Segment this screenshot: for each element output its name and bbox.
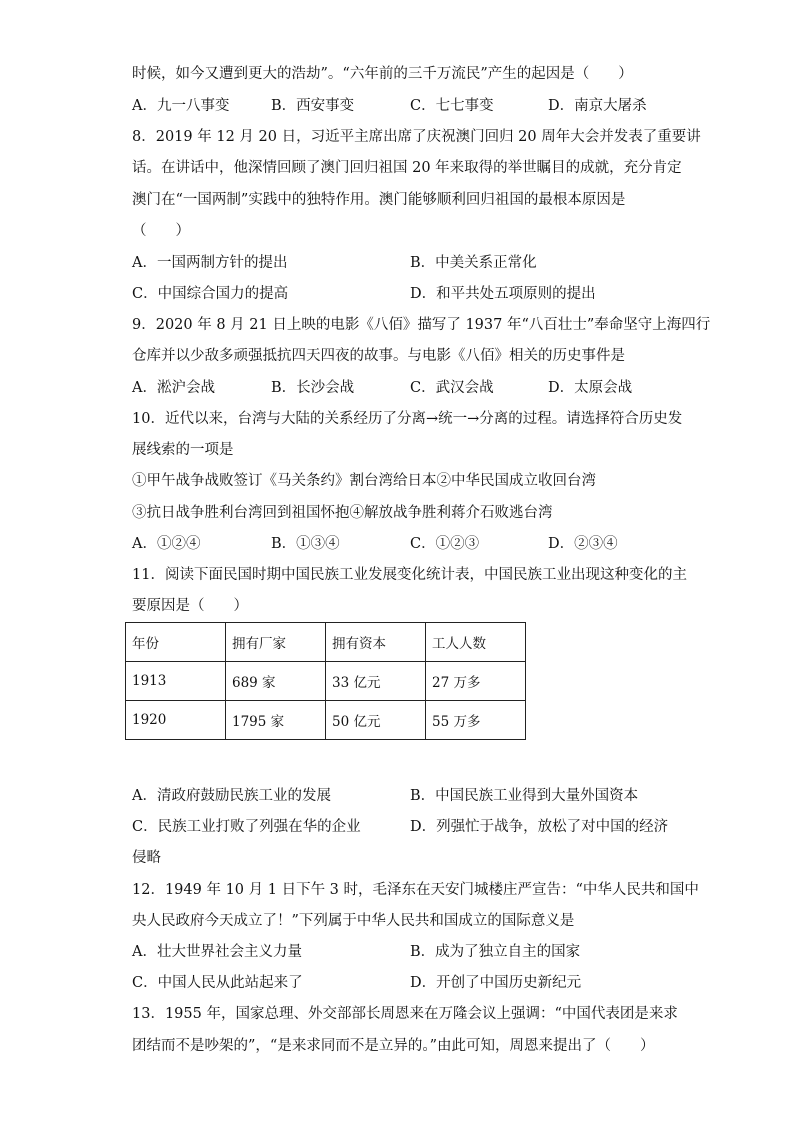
- q13-stem-line-1: 13．1955 年，国家总理、外交部部长周恩来在万隆会议上强调：“中国代表团是来求: [132, 1006, 678, 1022]
- q10-stem-line-4: ③抗日战争胜利台湾回到祖国怀抱④解放战争胜利蒋介石败逃台湾: [132, 505, 553, 521]
- q9-option-b[interactable]: B．长沙会战: [271, 380, 355, 396]
- table-cell: 1795 家: [226, 701, 326, 740]
- q9-option-c[interactable]: C．武汉会战: [410, 380, 494, 396]
- table-header-cell: 拥有厂家: [226, 623, 326, 662]
- q7-option-b[interactable]: B．西安事变: [271, 98, 355, 114]
- q11-stem-line-2: 要原因是（ ）: [132, 598, 248, 614]
- q9-stem-line-2: 仓库并以少敌多顽强抵抗四天四夜的故事。与电影《八佰》相关的历史事件是: [132, 348, 625, 364]
- q11-option-b[interactable]: B．中国民族工业得到大量外国资本: [410, 788, 639, 804]
- table-header-row: [126, 623, 526, 662]
- q10-option-c[interactable]: C．①②③: [410, 536, 480, 552]
- table-header-cell: 拥有资本: [326, 623, 426, 662]
- table-header-cell: 工人人数: [426, 623, 526, 662]
- table-header-cell: 年份: [126, 623, 226, 662]
- q11-option-d-continued: 侵略: [132, 850, 161, 866]
- q7-option-a[interactable]: A．九一八事变: [132, 98, 230, 114]
- table-row: [126, 662, 526, 701]
- q12-option-a[interactable]: A．壮大世界社会主义力量: [132, 944, 302, 960]
- q10-option-a[interactable]: A．①②④: [132, 536, 201, 552]
- q11-option-a[interactable]: A．清政府鼓励民族工业的发展: [132, 788, 331, 804]
- q10-option-b[interactable]: B．①③④: [271, 536, 340, 552]
- q11-option-c[interactable]: C．民族工业打败了列强在华的企业: [132, 819, 361, 835]
- q7-option-d[interactable]: D．南京大屠杀: [548, 98, 647, 114]
- q9-option-a[interactable]: A．淞沪会战: [132, 380, 215, 396]
- q8-option-c[interactable]: C．中国综合国力的提高: [132, 286, 289, 302]
- table-cell: 50 亿元: [326, 701, 426, 740]
- q8-option-d[interactable]: D．和平共处五项原则的提出: [410, 286, 596, 302]
- table-row: [126, 701, 526, 740]
- q12-option-b[interactable]: B．成为了独立自主的国家: [410, 944, 581, 960]
- table-cell: 1920: [126, 701, 226, 740]
- q12-option-d[interactable]: D．开创了中国历史新纪元: [410, 975, 582, 991]
- q7-stem-line: 时候，如今又遭到更大的浩劫”。“六年前的三千万流民”产生的起因是（ ）: [132, 66, 633, 82]
- q13-stem-line-2: 团结而不是吵架的”，“是来求同而不是立异的。”由此可知，周恩来提出了（ ）: [132, 1038, 655, 1054]
- q9-stem-line-1: 9．2020 年 8 月 21 日上映的电影《八佰》描写了 1937 年“八百壮士”奉命坚守上海四行: [132, 317, 711, 333]
- q8-option-a[interactable]: A．一国两制方针的提出: [132, 255, 288, 271]
- table-cell: 1913: [126, 662, 226, 701]
- table-cell: 33 亿元: [326, 662, 426, 701]
- q12-stem-line-2: 央人民政府今天成立了！”下列属于中华人民共和国成立的国际意义是: [132, 913, 575, 929]
- q11-option-d[interactable]: D．列强忙于战争，放松了对中国的经济: [410, 819, 669, 835]
- q10-stem-line-1: 10．近代以来，台湾与大陆的关系经历了分离→统一→分离的过程。请选择符合历史发: [132, 411, 683, 427]
- q7-option-c[interactable]: C．七七事变: [410, 98, 494, 114]
- q10-stem-line-2: 展线索的一项是: [132, 442, 234, 458]
- table-cell: 689 家: [226, 662, 326, 701]
- q11-stem-line-1: 11．阅读下面民国时期中国民族工业发展变化统计表，中国民族工业出现这种变化的主: [132, 567, 687, 583]
- table-cell: 27 万多: [426, 662, 526, 701]
- industry-stats-table: [125, 622, 526, 740]
- q10-stem-line-3: ①甲午战争战败签订《马关条约》割台湾给日本②中华民国成立收回台湾: [132, 473, 596, 489]
- q8-stem-line-3: 澳门在“一国两制”实践中的独特作用。澳门能够顺利回归祖国的最根本原因是: [132, 192, 626, 208]
- q12-stem-line-1: 12．1949 年 10 月 1 日下午 3 时，毛泽东在天安门城楼庄严宣告：“中华人民共和国中: [132, 882, 699, 898]
- table-cell: 55 万多: [426, 701, 526, 740]
- q9-option-d[interactable]: D．太原会战: [548, 380, 633, 396]
- q10-option-d[interactable]: D．②③④: [548, 536, 618, 552]
- q8-stem-line-2: 话。在讲话中，他深情回顾了澳门回归祖国 20 年来取得的举世瞩目的成就，充分肯定: [132, 160, 682, 176]
- q8-stem-line-4: （ ）: [132, 223, 190, 239]
- q8-option-b[interactable]: B．中美关系正常化: [410, 255, 537, 271]
- q12-option-c[interactable]: C．中国人民从此站起来了: [132, 975, 303, 991]
- q8-stem-line-1: 8．2019 年 12 月 20 日，习近平主席出席了庆祝澳门回归 20 周年大会并发表了重要讲: [132, 129, 701, 145]
